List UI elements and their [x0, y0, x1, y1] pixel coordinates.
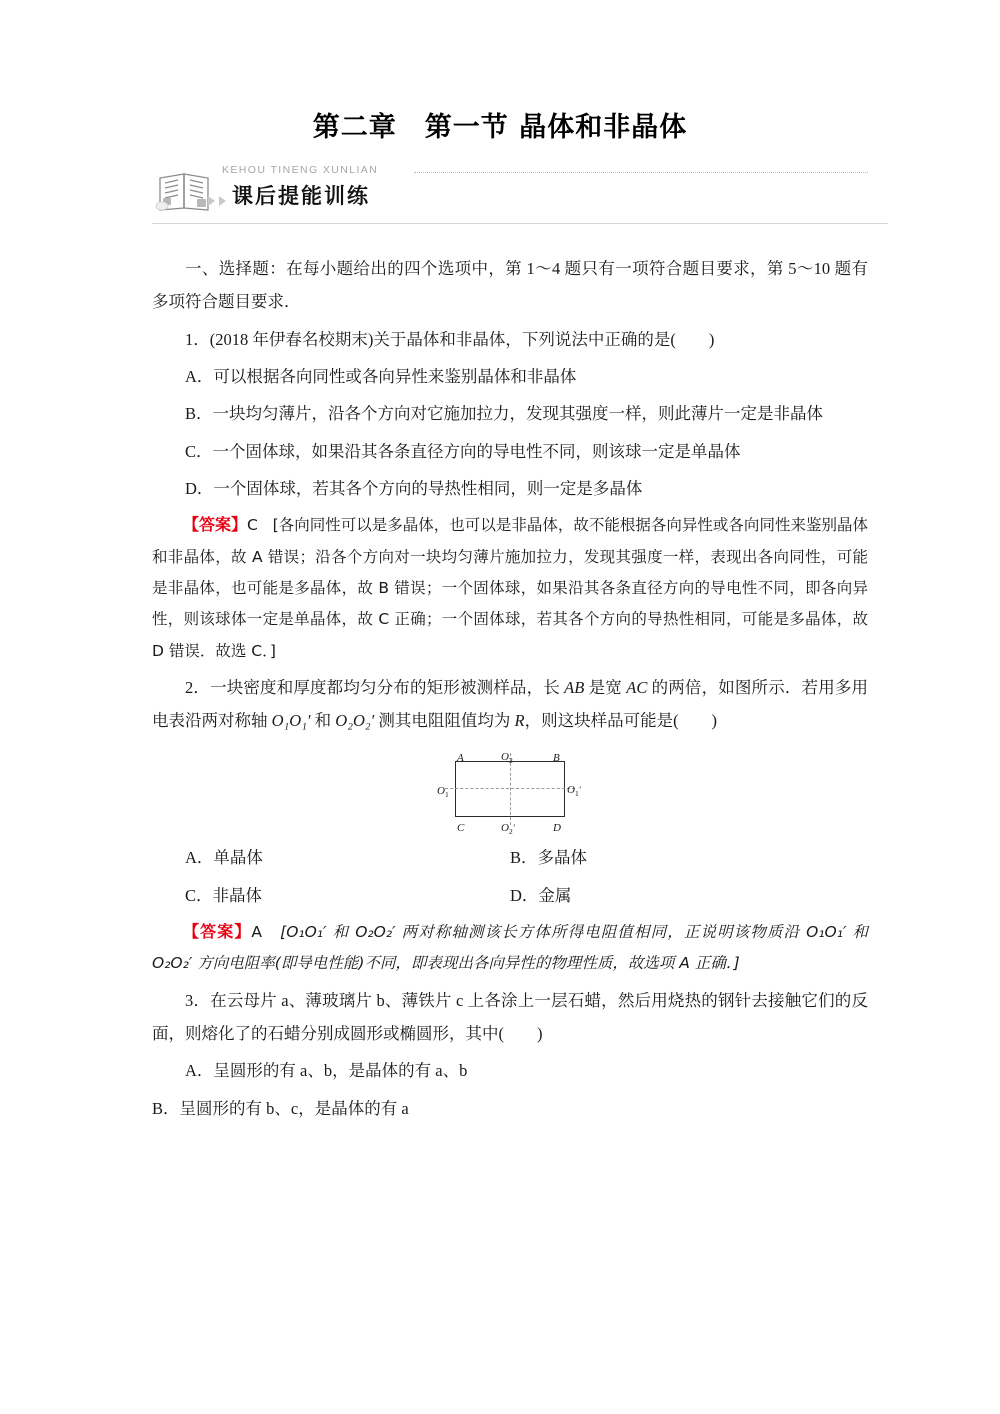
figure-label-b: B [553, 752, 560, 765]
open-book-icon [154, 168, 218, 216]
figure-label-o1: $O_1$ [437, 785, 449, 800]
question-2-option-a[interactable]: A．单晶体 [185, 848, 263, 868]
triangle-right-icon [208, 196, 215, 206]
rectangle-sample-diagram [435, 745, 585, 837]
question-3-option-a[interactable]: A．呈圆形的有 a、b，是晶体的有 a、b [185, 1061, 468, 1081]
figure-label-c: C [457, 822, 465, 835]
q2-text-3: 的两倍，如图所示．若用多用电表沿两对称轴 [152, 677, 869, 731]
triangle-right-icon [219, 196, 226, 206]
banner-title: 课后提能训练 [232, 184, 370, 208]
answer-label: 【答案】 [183, 515, 248, 535]
figure-label-a: A [457, 752, 464, 765]
answer-explanation: [O₁O₁′ 和 O₂O₂′ 两对称轴测该长方体所得电阻值相同，正说明该物质沿 O₁O₁′ 和 O₂O₂′ 方向电阻率(即导电性能)不同，即表现出各向异性的物理性质，故选项 A 正确．] [152, 923, 868, 973]
exercise-content [152, 252, 868, 1125]
question-3-option-b[interactable]: B．呈圆形的有 b、c，是晶体的有 a [152, 1098, 409, 1118]
figure-label-d: D [553, 822, 561, 835]
question-2-answer [152, 916, 868, 980]
q2-text-6: ，则这块样品可能是( ) [524, 711, 718, 731]
answer-explanation: [各向同性可以是多晶体，也可以是非晶体，故不能根据各向异性或各向同性来鉴别晶体和非晶体，故 A 错误；沿各个方向对一块均匀薄片施加拉力，发现其强度一样，表现出各向同性，可能是非晶体，也可能是多晶体，故 B 错误；一个固体球，如果沿其各条直径方向的导电性不同，即各向异性，则该球体一定是单晶体，故 C 正确；一个固体球，若其各个方向的导热性相同，可能是多晶体，故 D 错误．故选 C．] [152, 516, 868, 660]
banner-bottom-rule [152, 223, 888, 224]
question-1-answer [152, 509, 868, 667]
figure-label-o2-prime: $O_2'$ [501, 822, 515, 837]
question-2-stem [152, 671, 868, 738]
q2-text-2: 是宽 [584, 677, 627, 697]
question-1-option-c[interactable]: C．一个固体球，如果沿其各条直径方向的导电性不同，则该球一定是单晶体 [185, 441, 741, 461]
q2-axis-2: O₂O₂′ [335, 711, 375, 731]
figure-label-o2: $O_2$ [501, 751, 513, 766]
question-2-options-row-1 [152, 841, 868, 874]
question-3-stem: 3．在云母片 a、薄玻璃片 b、薄铁片 c 上各涂上一层石蜡，然后用烧热的钢针去接触它们的反面，则熔化了的石蜡分别成圆形或椭圆形，其中( ) [152, 990, 868, 1044]
figure-label-o1-prime: $O_1'$ [567, 784, 581, 799]
q2-text-4: 和 [310, 711, 336, 731]
answer-label: 【答案】 [183, 922, 252, 942]
q2-text-1: 2．一块密度和厚度都均匀分布的矩形被测样品，长 [185, 677, 565, 697]
question-1-option-d[interactable]: D．一个固体球，若其各个方向的导热性相同，则一定是多晶体 [185, 478, 643, 498]
q2-var-r: R [514, 711, 525, 731]
banner-dotted-rule [414, 172, 868, 173]
banner-pinyin-label: KEHOU TINENG XUNLIAN [222, 164, 379, 176]
page-title: 第二章 第一节 晶体和非晶体 [312, 112, 688, 143]
q2-axis-1: O₁O₁′ [271, 711, 311, 731]
question-1-stem: 1．(2018 年伊春名校期末)关于晶体和非晶体，下列说法中正确的是( ) [185, 329, 715, 349]
section-banner [152, 164, 868, 222]
q2-var-ab: AB [564, 677, 585, 697]
question-1-option-a[interactable]: A．可以根据各向同性或各向异性来鉴别晶体和非晶体 [185, 366, 577, 386]
answer-choice: C [247, 516, 258, 535]
question-1-option-b[interactable]: B．一块均匀薄片，沿各个方向对它施加拉力，发现其强度一样，则此薄片一定是非晶体 [185, 404, 824, 424]
question-2-options-row-2 [152, 879, 868, 912]
q2-text-5: 测其电阻阻值均为 [374, 711, 515, 731]
answer-choice: A [251, 923, 263, 942]
question-2-option-d[interactable]: D．金属 [510, 885, 572, 905]
banner-arrow-icons [208, 196, 226, 206]
question-2-option-b[interactable]: B．多晶体 [510, 848, 588, 868]
question-2-option-c[interactable]: C．非晶体 [185, 885, 263, 905]
instructions-paragraph: 一、选择题：在每小题给出的四个选项中，第 1～4 题只有一项符合题目要求，第 5～10 题有多项符合题目要求． [152, 259, 868, 312]
q2-var-ac: AC [626, 677, 648, 697]
question-2-figure [152, 745, 868, 837]
